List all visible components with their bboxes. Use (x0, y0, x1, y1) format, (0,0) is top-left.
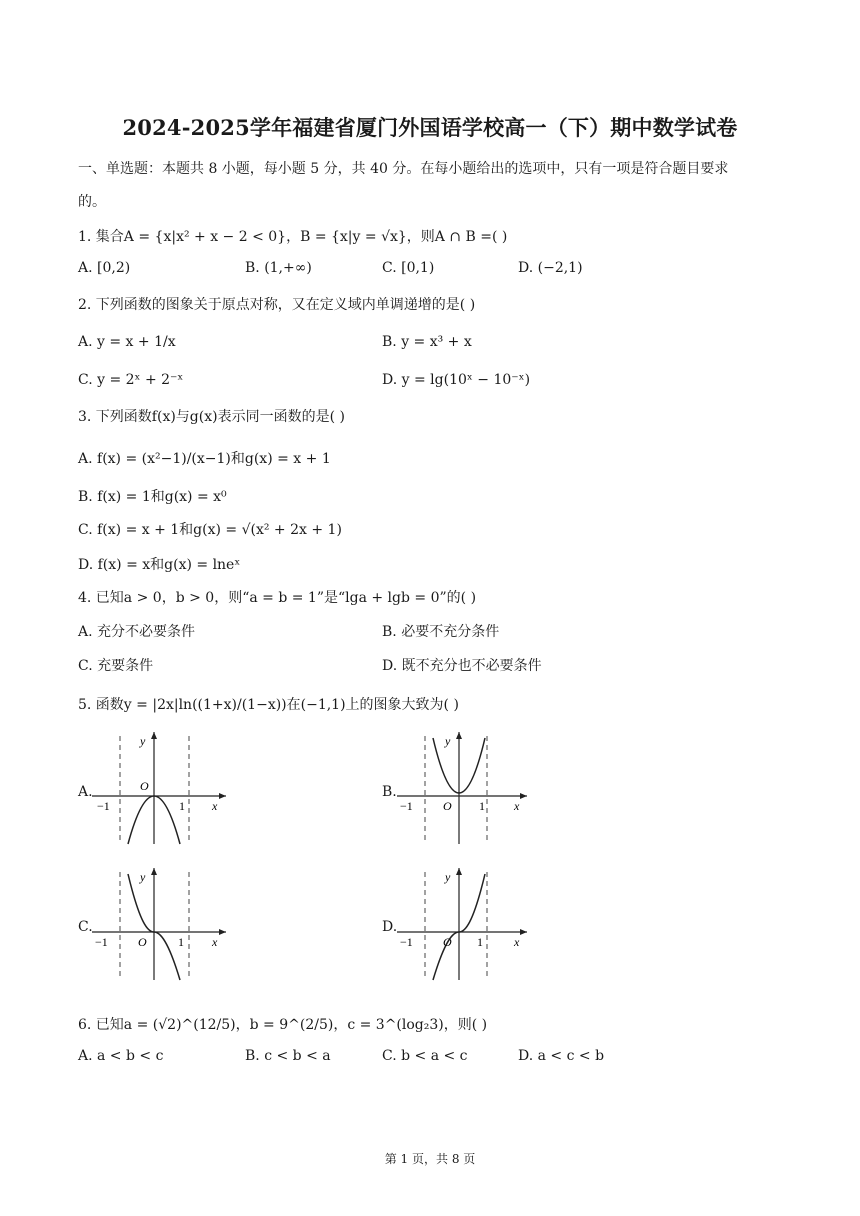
question-3-option-c: C. f(x) = x + 1和g(x) = √(x² + 2x + 1) (78, 522, 342, 538)
question-4-option-b: B. 必要不充分条件 (382, 624, 500, 640)
question-6-stem: 6. 已知a = (√2)^(12/5)，b = 9^(2/5)，c = 3^(log₂3)，则( ) (78, 1017, 488, 1033)
graph-c-neg1-label: −1 (95, 935, 108, 949)
question-2-option-d: D. y = lg(10ˣ − 10⁻ˣ) (382, 372, 531, 388)
graph-a-neg1-label: −1 (97, 799, 110, 813)
graph-d-y-label: y (445, 870, 451, 884)
graph-a (92, 730, 232, 848)
question-2-stem: 2. 下列函数的图象关于原点对称，又在定义域内单调递增的是( ) (78, 297, 476, 313)
question-3-option-d: D. f(x) = x和g(x) = lneˣ (78, 557, 241, 573)
graph-b-neg1-label: −1 (400, 799, 413, 813)
question-1-option-d: D. (−2,1) (518, 260, 583, 276)
graph-c-pos1-label: 1 (178, 935, 184, 949)
section-heading-line1: 一、单选题：本题共 8 小题，每小题 5 分，共 40 分。在每小题给出的选项中，只有一项是符合题目要求 (78, 161, 729, 177)
section-heading-line2: 的。 (78, 194, 106, 210)
question-6-option-b: B. c < b < a (245, 1048, 331, 1064)
question-2-option-b: B. y = x³ + x (382, 334, 472, 350)
graph-a-y-label: y (140, 734, 146, 748)
question-3-stem: 3. 下列函数f(x)与g(x)表示同一函数的是( ) (78, 409, 345, 425)
question-1-stem: 1. 集合A = {x|x² + x − 2 < 0}，B = {x|y = √x}，则A ∩ B =( ) (78, 229, 508, 245)
graph-a-origin-label: O (140, 779, 149, 793)
graph-a-x-label: x (212, 799, 218, 813)
question-4-option-a: A. 充分不必要条件 (78, 624, 196, 640)
page-footer: 第 1 页，共 8 页 (384, 1152, 476, 1166)
question-1-option-b: B. (1,+∞) (245, 260, 312, 276)
graph-b-y-label: y (445, 734, 451, 748)
question-5-option-d: D. (382, 919, 398, 935)
graph-d-neg1-label: −1 (400, 935, 413, 949)
graph-b-origin-label: O (443, 799, 452, 813)
question-5-option-c: C. (78, 919, 93, 935)
question-1-option-c: C. [0,1) (382, 260, 435, 276)
graph-d-pos1-label: 1 (477, 935, 483, 949)
graph-c (92, 866, 232, 984)
question-6-option-a: A. a < b < c (78, 1048, 164, 1064)
question-6-option-c: C. b < a < c (382, 1048, 468, 1064)
question-5-option-b: B. (382, 784, 397, 800)
graph-d-origin-label: O (443, 935, 452, 949)
question-4-stem: 4. 已知a > 0，b > 0，则“a = b = 1”是“lga + lgb = 0”的( ) (78, 590, 477, 606)
graph-c-origin-label: O (138, 935, 147, 949)
question-2-option-c: C. y = 2ˣ + 2⁻ˣ (78, 372, 184, 388)
question-2-option-a: A. y = x + 1/x (78, 334, 176, 350)
graph-d (397, 866, 537, 984)
graph-b-pos1-label: 1 (479, 799, 485, 813)
graph-d-x-label: x (514, 935, 520, 949)
question-5-option-a: A. (78, 784, 93, 800)
question-5-stem: 5. 函数y = |2x|ln((1+x)/(1−x))在(−1,1)上的图象大致为( ) (78, 697, 459, 713)
question-1-option-a: A. [0,2) (78, 260, 131, 276)
question-4-option-c: C. 充要条件 (78, 658, 154, 674)
page-title: 2024-2025学年福建省厦门外国语学校高一（下）期中数学试卷 (122, 115, 738, 140)
question-3-option-b: B. f(x) = 1和g(x) = x⁰ (78, 489, 227, 505)
graph-b (397, 730, 537, 848)
graph-b-x-label: x (514, 799, 520, 813)
question-4-option-d: D. 既不充分也不必要条件 (382, 658, 542, 674)
graph-c-y-label: y (140, 870, 146, 884)
question-6-option-d: D. a < c < b (518, 1048, 605, 1064)
question-3-option-a: A. f(x) = (x²−1)/(x−1)和g(x) = x + 1 (78, 451, 331, 467)
graph-c-x-label: x (212, 935, 218, 949)
graph-a-pos1-label: 1 (179, 799, 185, 813)
